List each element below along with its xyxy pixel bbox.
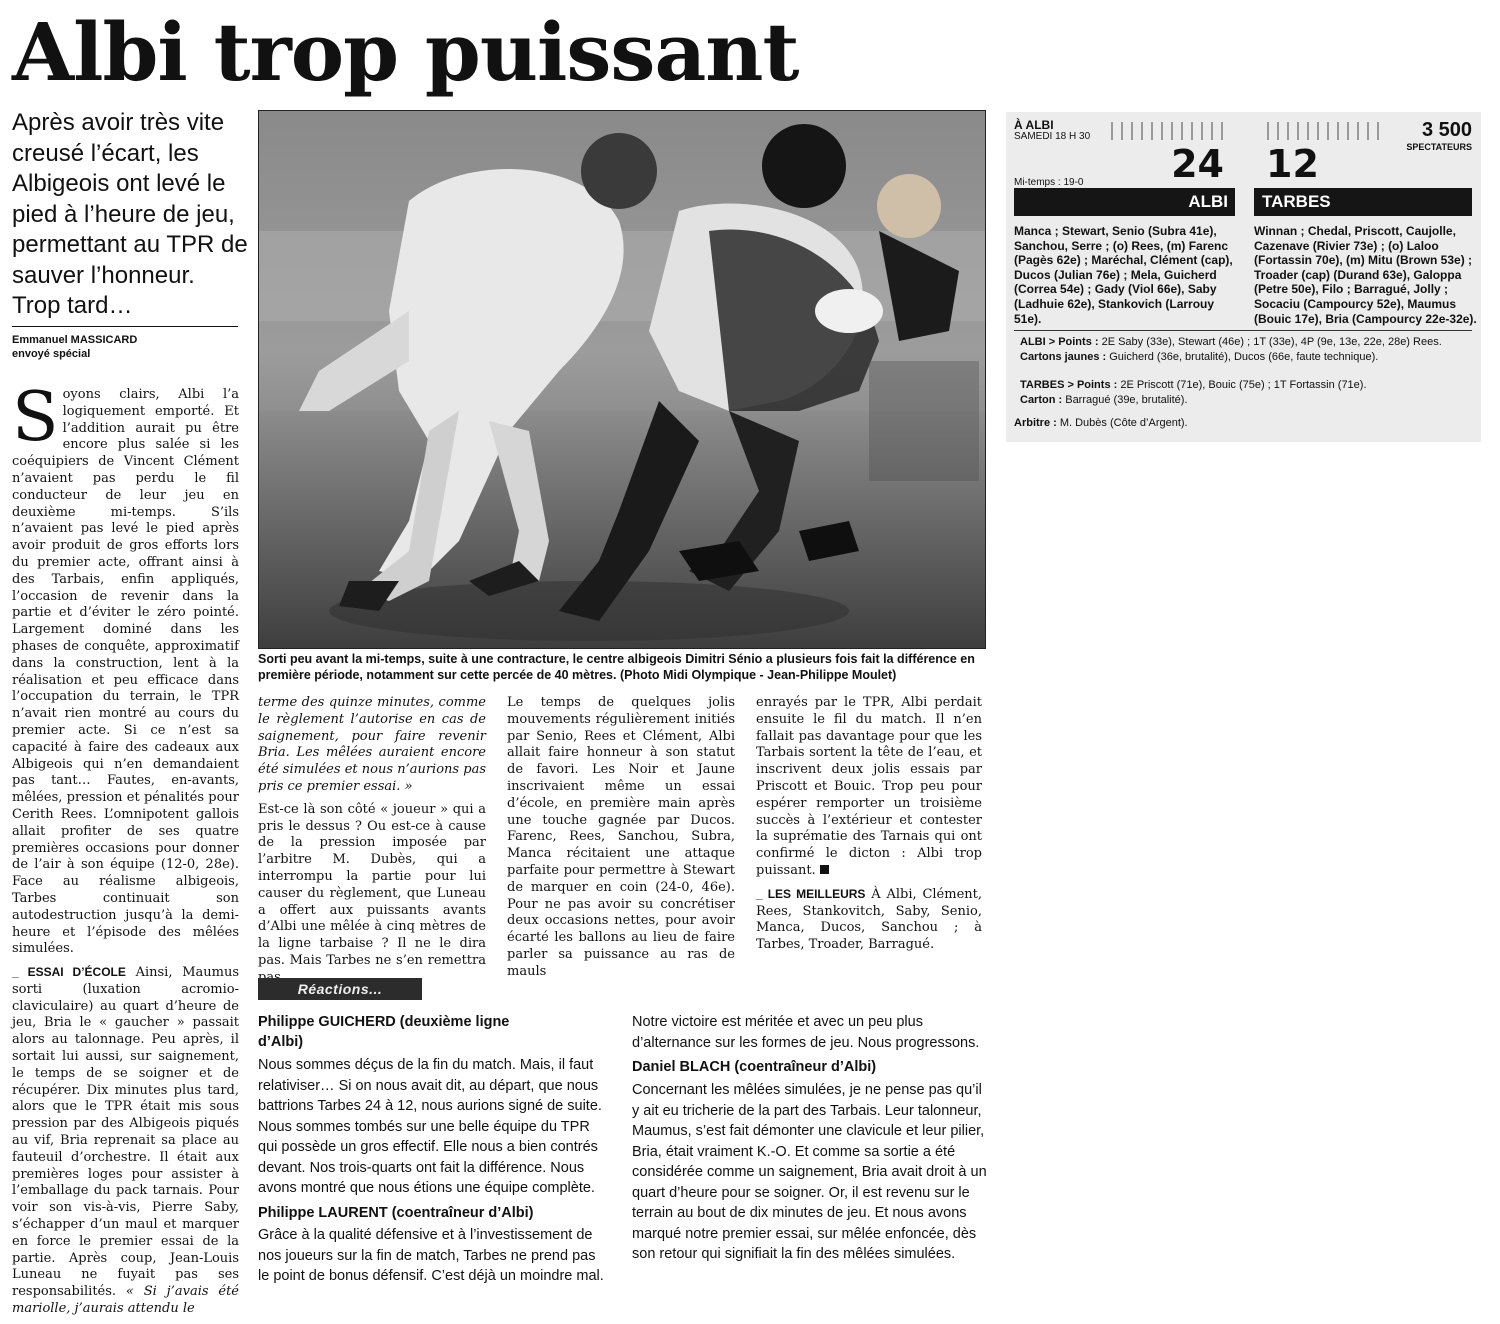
spectator-label: SPECTATEURS [1406,142,1472,152]
stats-albi-cards [1020,350,1475,365]
lineup-home: Manca ; Stewart, Senio (Subra 41e), Sanchou, Serre ; (o) Rees, (m) Farenc (Pagès 62e) ; Maréchal, Clément (cap), Ducos (Julian 76e) ; Mela, Guicherd (Correa 54e) ; Gady (Viol 66e), Saby (Ladhuie 62e), Stankovich (Larrouy 51e). [1014,224,1233,326]
article-intro: Après avoir très vite creusé l’écart, les Albigeois ont levé le pied à l’heure de jeu, permettant au TPR de sauver l’honneur. Trop tard… [12,109,248,319]
stats-label: Arbitre : [1014,417,1057,429]
reaction-text-laurent-cont: Notre victoire est méritée et avec un peu plus d’alternance sur les formes de jeu. Nous progressons. [632,1014,980,1051]
spectator-count: 3 500 [1421,119,1472,141]
quote-text: terme des quinze minutes, comme le règlement l’autorise en cas de saignement, pour faire revenir Bria. Les mêlées auraient encore été simulées et nous n’aurions pas pris ce premier essai. » [258,695,486,794]
paragraph-text: À Albi, Clément, Rees, Stankovitch, Saby, Senio, Manca, Ducos, Sanchou ; à Tarbes, Troader, Barragué. [756,886,983,953]
score-away: 12 [1266,142,1319,186]
quote-text: « Si j’avais été mariolle, j’aurais attendu le [12,1284,239,1317]
stats-albi-points [1020,335,1475,350]
match-venue: À ALBI [1014,118,1054,132]
paragraph-text: Ainsi, Maumus sorti (luxation acromio-claviculaire) au quart d’heure de jeu, Bria le « gaucher » passait alors au talonnage. Peu après, il sortait lui aussi, sur saignement, le temps de se soigner et de récupérer. Dix minutes plus tard, alors que le TPR était mis sous pression par des Albigeois piqués au vif, Bria reprenait sa place au fauteuil d’orchestre. Il était aux premières loges pour assister à l’emballage du pack tarnais. Pour voir son vis-à-vis, Pierre Saby, s’échapper d’un maul et marquer en force le premier essai de la partie. Après coup, Jean-Louis Luneau ne fuyait pas ses responsabilités. [12,965,239,1300]
stats-value: M. Dubès (Côte d’Argent). [1056,417,1188,429]
score-home: 24 [1171,142,1224,186]
reaction-text-blach: Concernant les mêlées simulées, je ne pense pas qu’il y ait eu tricherie de la part des Tarbais. Leur talonneur, Maumus, s’est fait démonter une clavicule et leur pilier, Bria, était vraiment K.-O. Et comme sa sortie a été considérée comme un saignement, Bria avait droit à un quart d’heure pour se soigner. Or, il est revenu sur le terrain au bout de dix minutes de jeu. Et nous avons marqué notre premier essai, sur mêlée enfoncée, dès son retour qui signifiait la fin des mêlées simulées. [632,1082,987,1262]
lineup-away: Winnan ; Chedal, Priscott, Caujolle, Cazenave (Rivier 73e) ; (o) Laloo (Fortassin 70e), (m) Mitu (Brown 53e) ; Troader (cap) (Durand 63e), Galoppa (Petre 50e), Filo ; Barragué, Jolly ; Socaciu (Campourcy 52e), Maumus (Bouic 17e), Bria (Campourcy 22e-32e). [1254,224,1477,326]
paragraph [756,695,982,880]
subhead-meilleurs: _ LES MEILLEURS [756,886,866,901]
reactions-tag: Réactions... [258,978,422,1000]
stats-referee [1014,416,1469,431]
paragraph [12,964,239,1318]
byline-rule [12,326,238,327]
photo-caption: Sorti peu avant la mi-temps, suite à une contracture, le centre albigeois Dimitri Sénio a plusieurs fois fait la différence en première période, notamment sur cette percée de 40 mètres. (Photo Midi Olympique - Jean-Philippe Moulet) [258,652,975,682]
reaction-speaker-blach: Daniel BLACH (coentraîneur d’Albi) [632,1059,877,1075]
article-column-4 [756,695,982,960]
tick-marks-graphic [1264,118,1392,144]
stats-label: TARBES > Points : [1020,379,1118,391]
stats-label: ALBI > Points : [1020,336,1099,348]
byline-role: envoyé spécial [12,348,91,360]
paragraph [12,378,239,958]
stats-value: 2E Saby (33e), Stewart (46e) ; 1T (33e), 4P (9e, 13e, 22e, 28e) Rees. [1098,336,1442,348]
subhead-essai: _ ESSAI D’ÉCOLE [12,965,126,980]
stats-tarbes-card [1020,393,1475,408]
halftime-score: Mi-temps : 19-0 [1014,177,1084,188]
score-tick-marks-away [1264,118,1392,144]
stats-tarbes-points [1020,378,1475,393]
match-time: SAMEDI 18 H 30 [1014,131,1091,142]
byline-author: Emmanuel MASSICARD [12,334,138,346]
tick-marks-graphic [1108,118,1236,144]
stats-tarbes [1020,378,1475,408]
stats-label: Carton : [1020,394,1063,406]
reaction-speaker-laurent: Philippe LAURENT (coentraîneur d’Albi) [258,1205,534,1221]
paragraph-text: Est-ce là son côté « joueur » qui a pris le dessus ? Ou est-ce à cause de la pression imposée par l’arbitre M. Dubès, qui a interrompu la partie pour lui causer du règlement, que Luneau a offert aux puissants avants d’Albi une mêlée à cinq mètres de la ligne tarbaise ? Il ne le dira pas. Mais Tarbes ne s’en remettra [258,801,486,968]
rugby-photo [258,110,986,649]
article-column-1 [12,378,239,1324]
byline [12,333,242,361]
stats-albi [1020,335,1475,365]
paragraph-text: enrayés par le TPR, Albi perdait ensuite le fil du match. Il n’en fallait pas davantage pour que les Tarbais sortent la tête de l’eau, et inscrivent deux jolis essais par Priscott et Bouic. Trop peu pour espérer remporter un troisième succès à l’extérieur et contester la suprématie des Tarnais qui ont confirmé le dicton : Albi trop puissant. [756,695,982,878]
reaction-text-laurent: Grâce à la qualité défensive et à l’investissement de nos joueurs sur la fin de match, Tarbes ne prend pas le point de bonus défensif. C’est déjà un moindre mal. [258,1227,604,1284]
drop-cap: S [12,378,59,457]
article-column-2 [258,695,486,993]
rugby-photo-illustration [259,111,985,648]
score-tick-marks-home [1108,118,1236,144]
paragraph-text: Le temps de quelques jolis mouvements régulièrement initiés par Senio, Rees et Clément, Albi allait faire honneur à son statut de favori. Les Noir et Jaune inscrivaient même un essai d’école, en première main après une touche gagnée par Ducos. Farenc, Rees, Sanchou, Subra, Manca récitaient une attaque parfaite pour permettre à Stewart de marquer en coin (24-0, 46e). Pour ne pas avoir su concrétiser deux occasions nettes, pour avoir écarté les ballons au lieu de faire parler sa puissance au ras de mauls [507,695,735,979]
article-column-3 [507,695,735,987]
team-name-home: ALBI [1188,192,1228,211]
reaction-speaker-guicherd: Philippe GUICHERD (deuxième ligne d’Albi) [258,1014,510,1050]
paragraph-text: oyons clairs, Albi l’a logiquement emporté. Et l’addition aurait pu être encore plus salée si les coéquipiers de Vincent Clément n’avaient pas perdu le fil conducteur de leur jeu en deuxième mi-temps. S’ils n’avaient pas levé le pied après avoir produit de gros efforts lors du premier acte, offrant ainsi à des Tarbais, enfin appliqués, l’occasion de revenir dans la partie et d’éviter le zéro pointé. Largement dominé dans les phases de conquête, approximatif dans la construction, lent à la réalisation et peu efficace dans l’occupation du terrain, le TPR n’avait rien montré au cours du premier acte. Si ce n’est sa capacité à faire des cadeaux aux Albigeois qui n’en demandaient pas tant… Fautes, en-avants, mêlées, pression et pénalités pour Cerith Rees. L’omnipotent gallois allait profiter de ses quatre premières occasions pour donner de l’air à son équipe (12-0, 28e). Face au réalisme albigeois, Tarbes continuait son autodestruction jusqu’à la demi-heure et l’épisode des mêlées simulées. [12,387,239,957]
end-mark [820,865,829,874]
stats-value: 2E Priscott (71e), Bouic (75e) ; 1T Fortassin (71e). [1117,379,1367,391]
scorebox-divider [1014,330,1472,331]
stats-value: Guicherd (36e, brutalité), Ducos (66e, faute technique). [1106,351,1379,363]
team-name-away: TARBES [1262,192,1331,211]
headline: Albi trop puissant [12,5,799,99]
reaction-text-guicherd: Nous sommes déçus de la fin du match. Mais, il faut relativiser… Si on nous avait dit, au départ, que nous battrions Tarbes 24 à 12, nous aurions signé de suite. Nous sommes tombés sur une belle équipe du TPR qui possède un gros effectif. Elle nous a bien contrés devant. Nos trois-quarts ont fait la différence. Nous avons montré que nous étions une équipe complète. [258,1057,602,1196]
paragraph [756,886,982,954]
stats-value: Barragué (39e, brutalité). [1062,394,1188,406]
stats-label: Cartons jaunes : [1020,351,1107,363]
